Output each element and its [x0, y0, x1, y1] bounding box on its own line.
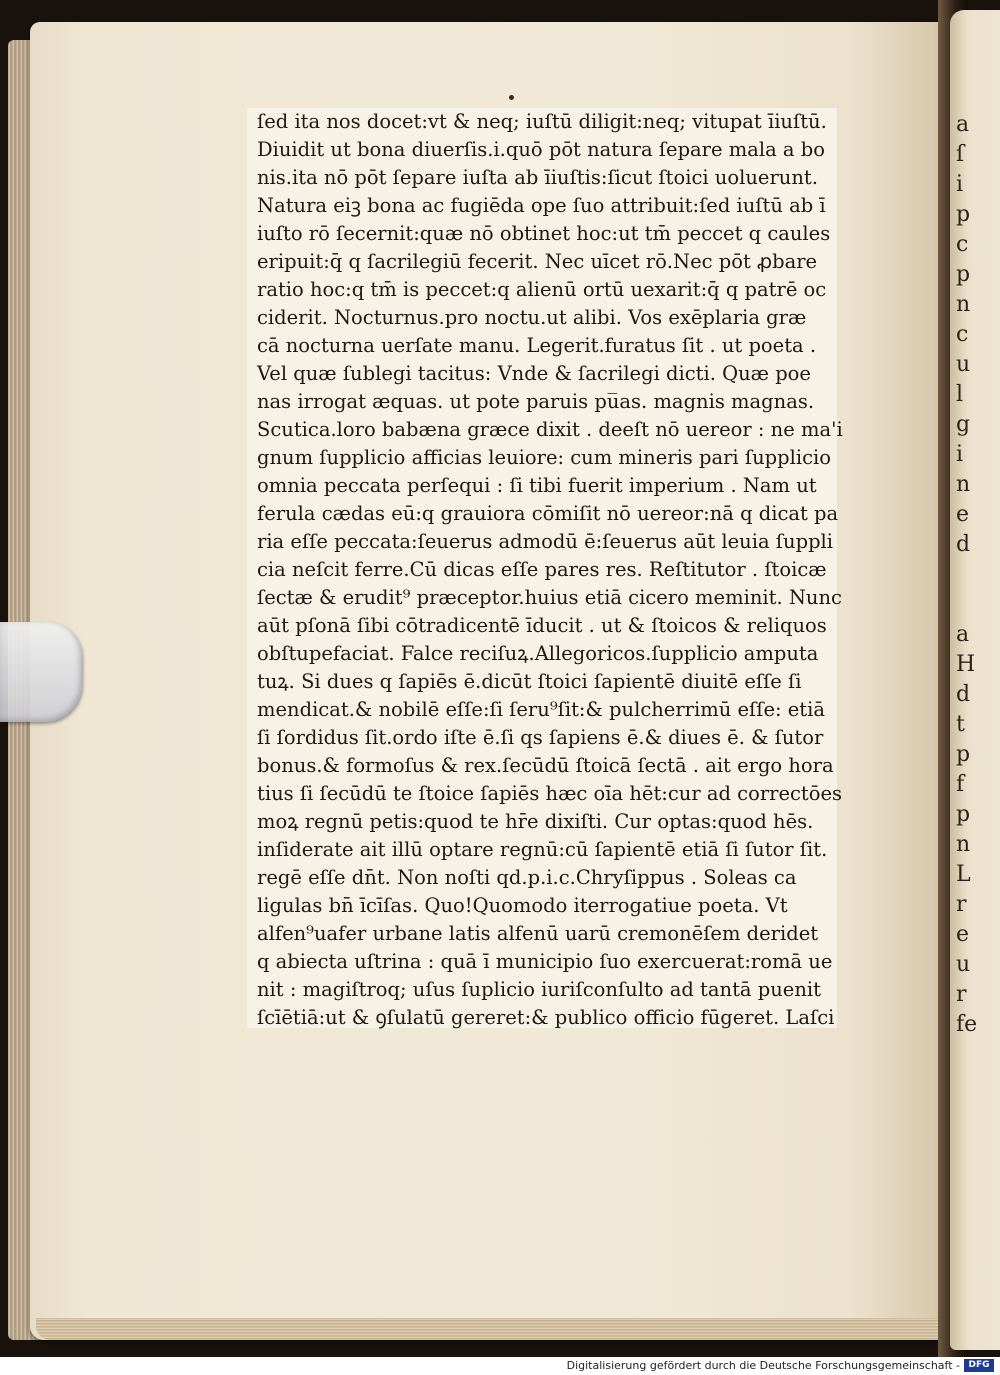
text-line: Vel quæ ſublegi tacitus: Vnde & ſacrilegi dicti. Quæ poe [257, 362, 811, 385]
text-line: q abiecta uſtrina : quā ī municipio ſuo exercuerat:romā ue [257, 950, 833, 973]
text-line: ciderit. Nocturnus.pro noctu.ut alibi. Vos exēplaria græ [257, 306, 807, 329]
text-line: Scutica.loro babæna græce dixit . deeſt nō uereor : ne ma'i [257, 418, 843, 441]
text-line: ſcīētiā:ut & ꝯſulatū gereret:& publico officio fūgeret. Laſci [257, 1006, 835, 1029]
text-line: eripuit:q̄ q ſacrilegiū fecerit. Nec uīcet rō.Nec pōt ꝓbare [257, 250, 818, 273]
facing-page-fragments-bottom: a H d t p f p n L r e u r fe [956, 622, 978, 1037]
printed-text-block [247, 108, 843, 1029]
text-line: nit : magiſtroq; uſus ſuplicio iuriſconſulto ad tantā puenit [257, 978, 821, 1001]
text-line: cia neſcit ferre.Cū dicas eſſe pares res. Reſtitutor . ſtoicæ [257, 558, 827, 581]
text-line: gnum ſupplicio afficias leuiore: cum mineris pari ſupplicio [257, 446, 831, 469]
text-line: cā nocturna uerſate manu. Legerit.furatus ſit . ut poeta . [257, 334, 817, 357]
dfg-logo: DFG [964, 1359, 994, 1372]
text-line: nas irrogat æquas. ut pote paruis pu̅as. magnis magnas. [257, 390, 815, 413]
text-line: nis.ita nō pōt ſepare iuſta ab īiuſtis:ſicut ſtoici uoluerunt. [257, 166, 818, 189]
page-stack-bottom [36, 1318, 956, 1340]
text-line: Diuidit ut bona diuerſis.i.quō pōt natura ſepare mala a bo [257, 138, 825, 161]
text-line: tius ſi ſecūdū te ſtoice ſapiēs hæc oīa hēt:cur ad correctōes [257, 782, 843, 805]
ink-dot [509, 95, 514, 100]
text-line: iuſto rō ſecernit:quæ nō obtinet hoc:ut tm̄ peccet q caules [257, 222, 831, 245]
bookmark-clip [0, 622, 82, 722]
text-line: obſtupefaciat. Falce reciſuꝝ.Allegoricos.ſupplicio amputa [257, 642, 819, 665]
text-line: bonus.& formoſus & rex.ſecūdū ſtoicā ſectā . ait ergo hora [257, 754, 834, 777]
text-line: ſectæ & erudit⁹ præceptor.huius etiā cicero meminit. Nunc [257, 586, 842, 609]
text-line: ſed ita nos docet:vt & neq; iuſtū diligit:neq; vitupat īiuſtū. [257, 110, 827, 133]
text-line: ria eſſe peccata:ſeuerus admodū ē:ſeuerus aūt leuia ſuppli [257, 530, 834, 553]
facing-page-fragments-top: a ſ i p c p n c u l g i n e d [956, 112, 971, 557]
text-line: aūt pſonā ſibi cōtradicentē īducit . ut & ſtoicos & reliquos [257, 614, 827, 637]
facing-page [950, 10, 1000, 1350]
text-line: omnia peccata perſequi : ſi tibi fuerit imperium . Nam ut [257, 474, 817, 497]
funding-notice: Digitalisierung gefördert durch die Deutsche Forschungsgemeinschaft - [566, 1359, 960, 1372]
text-line: tuꝝ. Si dues q ſapiēs ē.dicūt ſtoici ſapientē diuitē eſſe ſi [257, 670, 802, 693]
text-line: Natura eiꝫ bona ac fugiēda ope ſuo attribuit:ſed iuſtū ab ī [257, 194, 826, 217]
text-line: ferula cædas eū:q grauiora cōmiſit nō uereor:nā q dicat pa [257, 502, 839, 525]
text-line: alfen⁹uafer urbane latis alfenū uarū cremonēſem deridet [257, 922, 819, 945]
text-line: inſiderate ait illū optare regnū:cū ſapientē etiā ſi ſutor ſit. [257, 838, 828, 861]
text-line: ratio hoc:q tm̄ is peccet:q alienū ortū uexarit:q̄ q patrē oc [257, 278, 827, 301]
text-line: ſi ſordidus ſit.ordo iſte ē.ſi qs ſapiens ē.& diues ē. & ſutor [257, 726, 824, 749]
text-line: regē eſſe dn̄t. Non noſti qd.p.i.c.Chryſippus . Soleas ca [257, 866, 797, 889]
text-line: moꝝ regnū petis:quod te hr̄e dixiſti. Cur optas:quod hēs. [257, 810, 814, 833]
text-line: mendicat.& nobilē eſſe:ſi ſeru⁹ſit:& pulcherrimū eſſe: etiā [257, 698, 825, 721]
digitization-footer [0, 1357, 1000, 1375]
text-line: ligulas bn̄ īcīſas. Quo!Quomodo iterrogatiue poeta. Vt [257, 894, 788, 917]
